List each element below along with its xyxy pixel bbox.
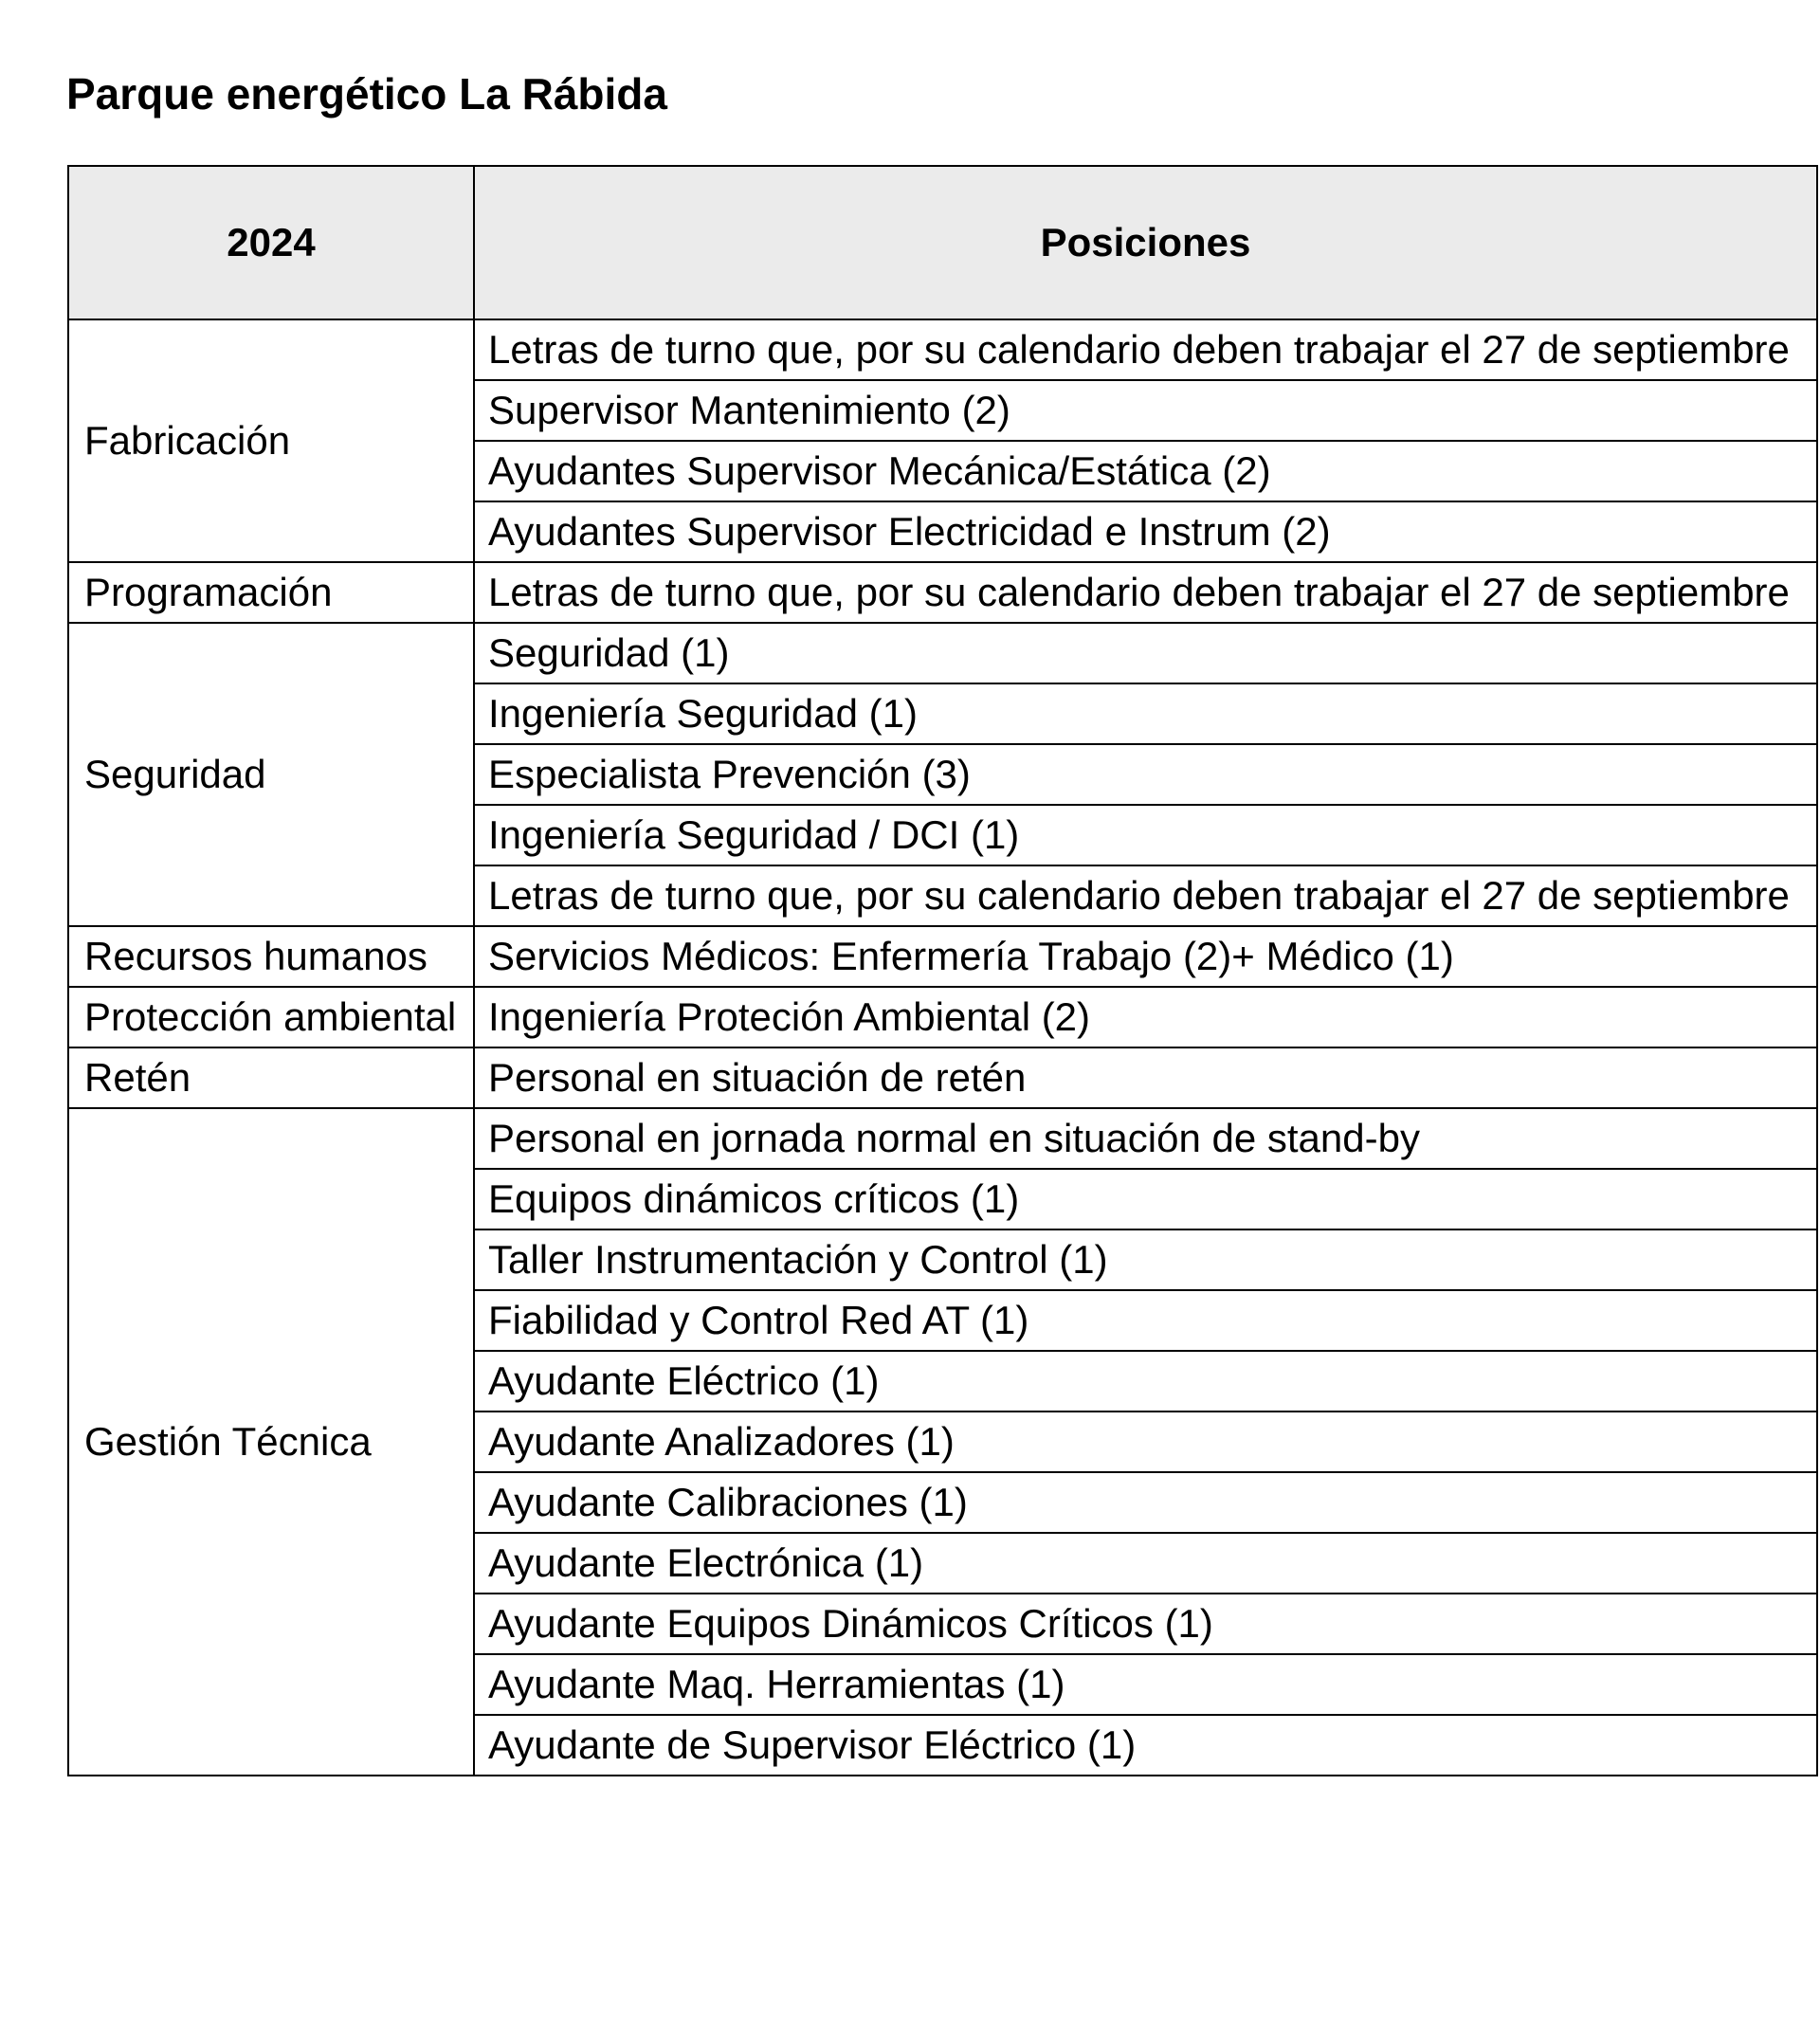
table-row: [68, 623, 1817, 683]
header-year: 2024: [68, 166, 474, 319]
position-cell: Ayudante Electrónica (1): [474, 1533, 1817, 1594]
table-header: [68, 166, 1817, 319]
position-cell: Seguridad (1): [474, 623, 1817, 683]
position-cell: Supervisor Mantenimiento (2): [474, 380, 1817, 441]
position-cell: Letras de turno que, por su calendario deben trabajar el 27 de septiembre: [474, 865, 1817, 926]
position-cell: Fiabilidad y Control Red AT (1): [474, 1290, 1817, 1351]
position-cell: Personal en jornada normal en situación de stand-by: [474, 1108, 1817, 1169]
area-cell: Seguridad: [68, 623, 474, 926]
area-cell: Retén: [68, 1047, 474, 1108]
position-cell: Ayudante Analizadores (1): [474, 1412, 1817, 1472]
table-row: [68, 926, 1817, 987]
position-cell: Ingeniería Seguridad / DCI (1): [474, 805, 1817, 865]
position-cell: Ayudante Maq. Herramientas (1): [474, 1654, 1817, 1715]
position-cell: Servicios Médicos: Enfermería Trabajo (2)+ Médico (1): [474, 926, 1817, 987]
position-cell: Ayudante Calibraciones (1): [474, 1472, 1817, 1533]
position-cell: Letras de turno que, por su calendario deben trabajar el 27 de septiembre: [474, 562, 1817, 623]
table-row: [68, 562, 1817, 623]
position-cell: Ingeniería Proteción Ambiental (2): [474, 987, 1817, 1047]
position-cell: Ayudantes Supervisor Electricidad e Instrum (2): [474, 501, 1817, 562]
area-cell: Fabricación: [68, 319, 474, 562]
position-cell: Ayudantes Supervisor Mecánica/Estática (2): [474, 441, 1817, 501]
position-cell: Ayudante Eléctrico (1): [474, 1351, 1817, 1412]
header-positions: Posiciones: [474, 166, 1817, 319]
position-cell: Taller Instrumentación y Control (1): [474, 1229, 1817, 1290]
position-cell: Ingeniería Seguridad (1): [474, 683, 1817, 744]
position-cell: Letras de turno que, por su calendario deben trabajar el 27 de septiembre: [474, 319, 1817, 380]
document-title: Parque energético La Rábida: [66, 69, 667, 118]
position-cell: Ayudante Equipos Dinámicos Críticos (1): [474, 1594, 1817, 1654]
table-row: [68, 319, 1817, 380]
area-cell: Recursos humanos: [68, 926, 474, 987]
positions-table: [67, 165, 1818, 1776]
position-cell: Equipos dinámicos críticos (1): [474, 1169, 1817, 1229]
table-body: [68, 319, 1817, 1776]
table-row: [68, 1108, 1817, 1169]
table-row: [68, 987, 1817, 1047]
header-row: [68, 166, 1817, 319]
area-cell: Protección ambiental: [68, 987, 474, 1047]
area-cell: Programación: [68, 562, 474, 623]
position-cell: Personal en situación de retén: [474, 1047, 1817, 1108]
table-row: [68, 1047, 1817, 1108]
position-cell: Ayudante de Supervisor Eléctrico (1): [474, 1715, 1817, 1776]
position-cell: Especialista Prevención (3): [474, 744, 1817, 805]
area-cell: Gestión Técnica: [68, 1108, 474, 1776]
